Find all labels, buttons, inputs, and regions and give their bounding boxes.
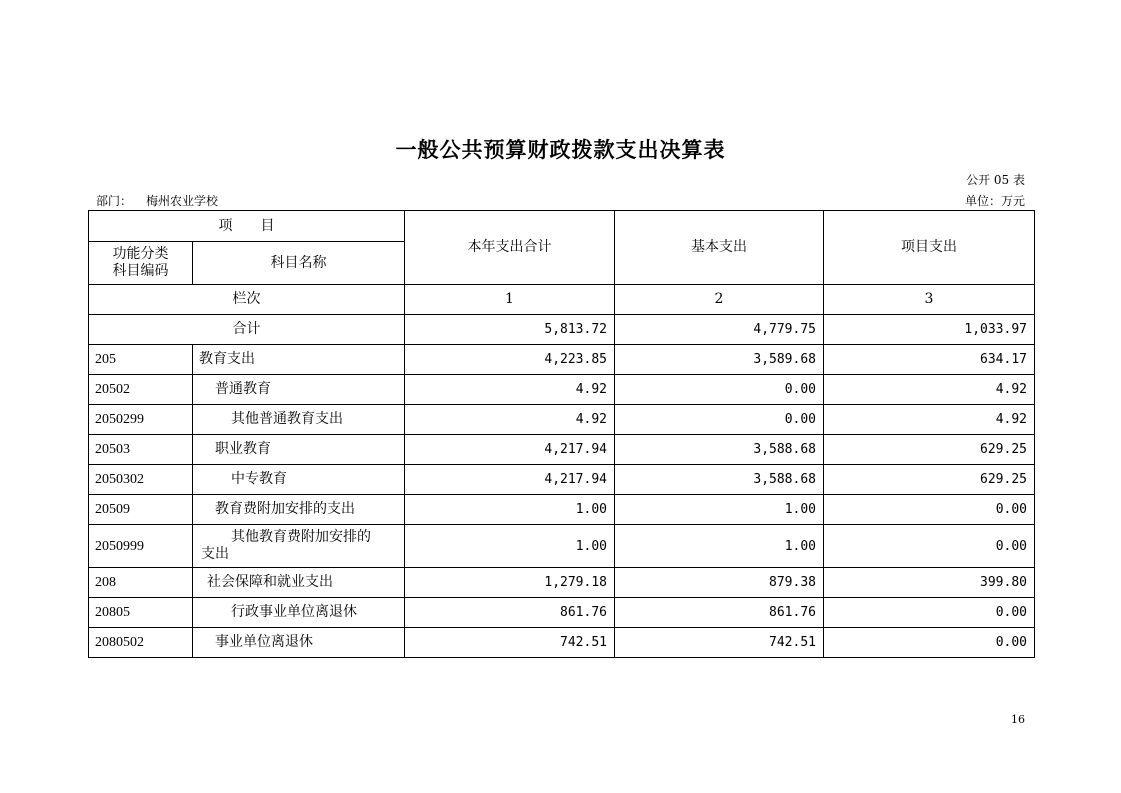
header-func-code xyxy=(89,242,193,285)
row-project: 0.00 xyxy=(824,598,1035,628)
row-code: 205 xyxy=(89,345,193,375)
table-row xyxy=(89,628,1035,658)
row-basic: 879.38 xyxy=(615,568,824,598)
row-name-line1: 其他教育费附加安排的 xyxy=(231,529,371,545)
row-project: 629.25 xyxy=(824,465,1035,495)
row-basic: 742.51 xyxy=(615,628,824,658)
department-line xyxy=(96,192,218,209)
row-project: 4.92 xyxy=(824,405,1035,435)
row-code: 208 xyxy=(89,568,193,598)
row-name: 行政事业单位离退休 xyxy=(193,598,405,628)
row-basic: 0.00 xyxy=(615,405,824,435)
expenditure-table xyxy=(88,210,1035,658)
department-name: 梅州农业学校 xyxy=(146,194,219,208)
row-name: 教育支出 xyxy=(193,345,405,375)
row-basic: 1.00 xyxy=(615,525,824,568)
row-total: 1.00 xyxy=(405,495,615,525)
row-code: 2050299 xyxy=(89,405,193,435)
row-name: 教育费附加安排的支出 xyxy=(193,495,405,525)
table-row xyxy=(89,495,1035,525)
header-row-1 xyxy=(89,211,1035,242)
row-project: 399.80 xyxy=(824,568,1035,598)
total-row xyxy=(89,315,1035,345)
column-index-label: 栏次 xyxy=(89,285,405,315)
table-row xyxy=(89,465,1035,495)
row-basic: 3,589.68 xyxy=(615,345,824,375)
row-name xyxy=(193,525,405,568)
table-row xyxy=(89,375,1035,405)
row-project: 0.00 xyxy=(824,525,1035,568)
column-index-3: 3 xyxy=(824,285,1035,315)
header-col-project: 项目支出 xyxy=(824,211,1035,285)
row-name-line2: 支出 xyxy=(201,546,229,562)
row-code: 2050302 xyxy=(89,465,193,495)
table-row xyxy=(89,598,1035,628)
row-code: 2080502 xyxy=(89,628,193,658)
row-project: 0.00 xyxy=(824,628,1035,658)
row-total: 4.92 xyxy=(405,375,615,405)
row-total: 4,217.94 xyxy=(405,465,615,495)
header-subject-name: 科目名称 xyxy=(193,242,405,285)
row-project: 634.17 xyxy=(824,345,1035,375)
header-project: 项 目 xyxy=(89,211,405,242)
table-row xyxy=(89,568,1035,598)
row-name: 事业单位离退休 xyxy=(193,628,405,658)
row-project: 4.92 xyxy=(824,375,1035,405)
table-row xyxy=(89,345,1035,375)
row-basic: 3,588.68 xyxy=(615,435,824,465)
column-index-1: 1 xyxy=(405,285,615,315)
total-project: 1,033.97 xyxy=(824,315,1035,345)
row-total: 4,217.94 xyxy=(405,435,615,465)
table-row xyxy=(89,405,1035,435)
row-total: 1.00 xyxy=(405,525,615,568)
column-index-row xyxy=(89,285,1035,315)
column-index-2: 2 xyxy=(615,285,824,315)
department-label: 部门： xyxy=(96,194,133,208)
row-code: 20509 xyxy=(89,495,193,525)
page-number: 16 xyxy=(1011,713,1025,726)
row-project: 0.00 xyxy=(824,495,1035,525)
total-basic: 4,779.75 xyxy=(615,315,824,345)
form-number: 公开 05 表 xyxy=(966,173,1025,187)
total-label: 合计 xyxy=(89,315,405,345)
unit-label: 单位：万元 xyxy=(964,194,1025,208)
row-total: 861.76 xyxy=(405,598,615,628)
header-col-total: 本年支出合计 xyxy=(405,211,615,285)
row-total: 4.92 xyxy=(405,405,615,435)
row-name: 其他普通教育支出 xyxy=(193,405,405,435)
row-code: 20502 xyxy=(89,375,193,405)
report-title: 一般公共预算财政拨款支出决算表 xyxy=(395,137,726,162)
row-name: 社会保障和就业支出 xyxy=(193,568,405,598)
row-basic: 1.00 xyxy=(615,495,824,525)
table-row xyxy=(89,525,1035,568)
total-amount: 5,813.72 xyxy=(405,315,615,345)
row-total: 742.51 xyxy=(405,628,615,658)
row-name: 普通教育 xyxy=(193,375,405,405)
row-name: 中专教育 xyxy=(193,465,405,495)
header-col-basic: 基本支出 xyxy=(615,211,824,285)
row-project: 629.25 xyxy=(824,435,1035,465)
row-basic: 861.76 xyxy=(615,598,824,628)
row-code: 20805 xyxy=(89,598,193,628)
row-basic: 3,588.68 xyxy=(615,465,824,495)
row-name: 职业教育 xyxy=(193,435,405,465)
row-code: 20503 xyxy=(89,435,193,465)
row-total: 1,279.18 xyxy=(405,568,615,598)
header-func-code-line2: 科目编码 xyxy=(112,263,169,279)
row-total: 4,223.85 xyxy=(405,345,615,375)
row-basic: 0.00 xyxy=(615,375,824,405)
table-row xyxy=(89,435,1035,465)
row-code: 2050999 xyxy=(89,525,193,568)
header-func-code-line1: 功能分类 xyxy=(112,246,169,262)
